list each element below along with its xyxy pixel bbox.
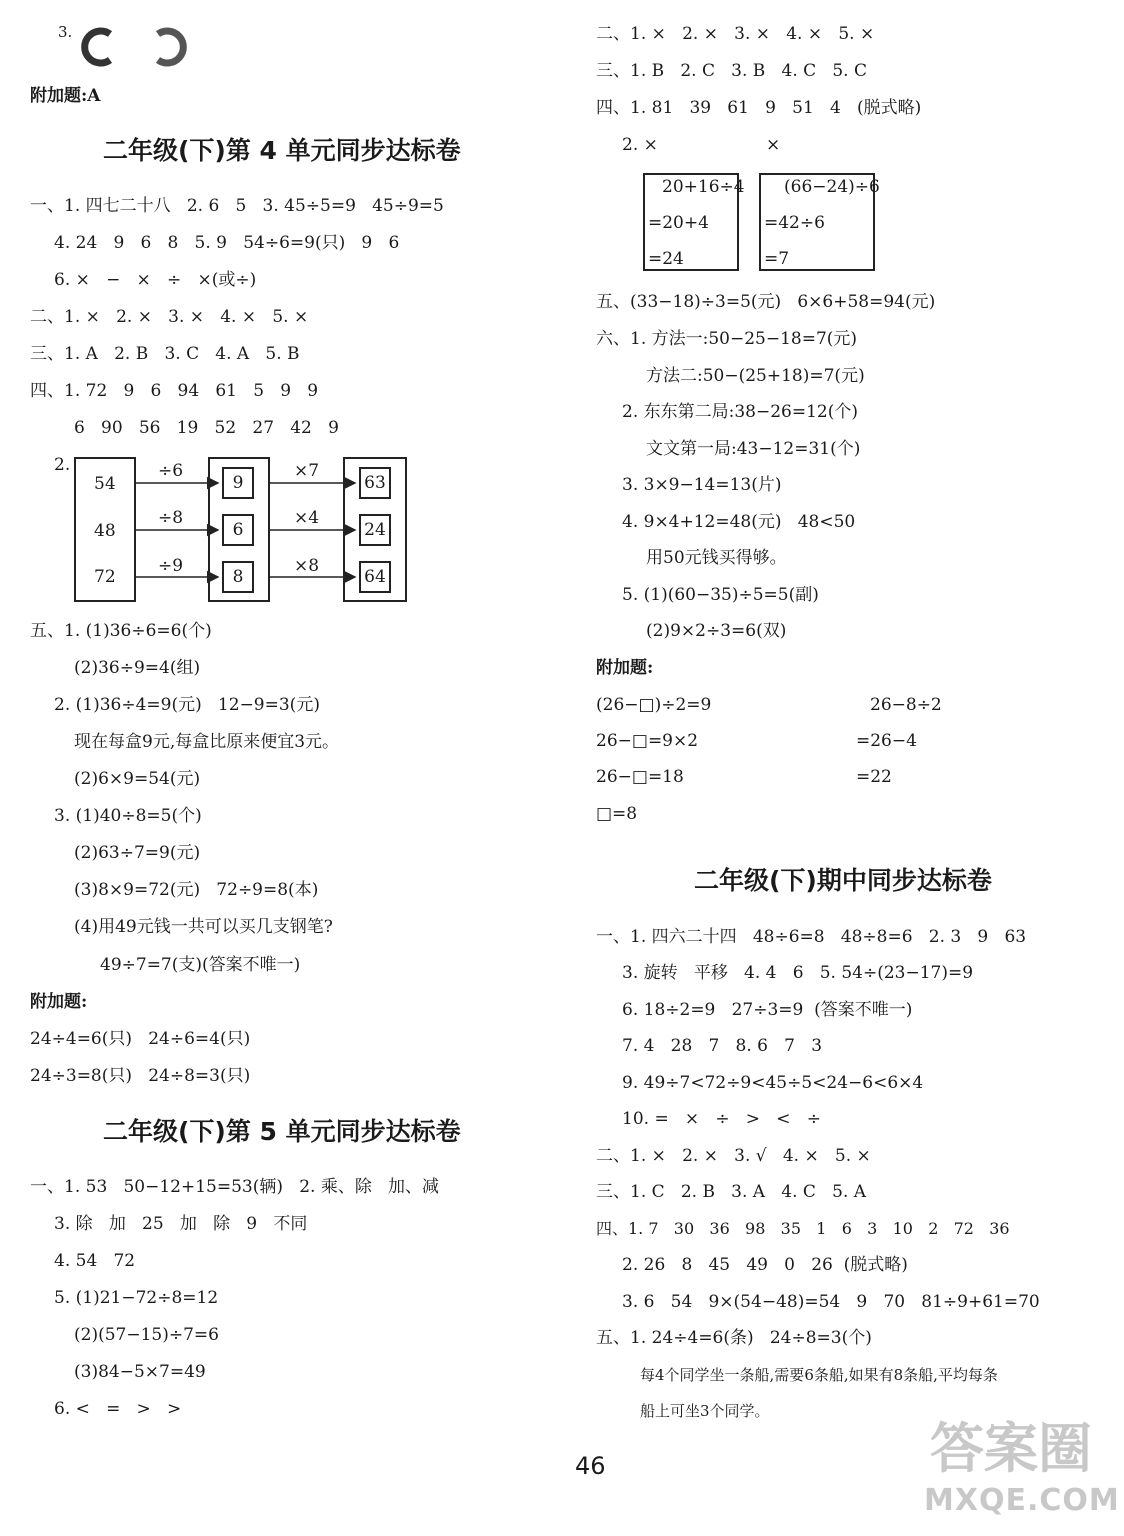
u5-line: (2)(57−15)÷7=6 [74,1325,219,1345]
u4-line: (2)6×9=54(元) [74,769,201,789]
output-value-box: 64 [359,561,391,593]
output-value-box: 63 [359,467,391,499]
u4-line: (2)36÷9=4(组) [74,658,201,678]
u4-line: 49÷7=7(支)(答案不唯一) [100,955,301,975]
multiply-operator: ×7 [294,461,320,481]
u4-line: 一、1. 四七二十八 2. 6 5 3. 45÷5=9 45÷9=5 [30,196,444,216]
mid-line: 6. 18÷2=9 27÷3=9 (答案不唯一) [622,1000,913,1020]
u4-line: (3)8×9=72(元) 72÷9=8(本) [74,880,319,900]
mid-line: 每4个同学坐一条船,需要6条船,如果有8条船,平均每条 [640,1366,998,1384]
r-line: 3. 3×9−14=13(片) [622,475,782,495]
u4-line: 二、1. × 2. × 3. × 4. × 5. × [30,307,309,327]
divide-operator: ÷8 [158,508,184,528]
midterm-title: 二年级(下)期中同步达标卷 [694,866,992,895]
mid-line: 五、1. 24÷4=6(条) 24÷8=3(个) [596,1328,872,1348]
u4-line: 4. 24 9 6 8 5. 9 54÷6=9(只) 9 6 [54,233,400,253]
u4-line: (4)用49元钱一共可以买几支钢笔? [74,917,333,937]
r-line: 二、1. × 2. × 3. × 4. × 5. × [596,24,875,44]
diagram-arrows [0,0,420,610]
extra-right-line: 26−8÷2 [870,695,942,715]
calc-box-2-line: =7 [764,249,790,269]
middle-value-box: 9 [222,467,254,499]
extra-heading: 附加题: [596,658,654,678]
multiply-operator: ×4 [294,508,320,528]
extra-answer: 附加题:A [30,86,101,106]
watermark-url: MXQE.COM [924,1483,1120,1518]
u4-line: 现在每盒9元,每盒比原来便宜3元。 [74,732,340,752]
input-value: 72 [94,567,116,587]
unit5-title: 二年级(下)第 5 单元同步达标卷 [103,1117,461,1146]
calc-box-2-line: (66−24)÷6 [784,177,880,197]
extra-heading: 附加题: [30,992,88,1012]
divide-operator: ÷6 [158,461,184,481]
mid-line: 四、1. 7 30 36 98 35 1 6 3 10 2 72 36 [596,1219,1010,1238]
mid-line: 2. 26 8 45 49 0 26 (脱式略) [622,1255,908,1275]
r-line: 五、(33−18)÷3=5(元) 6×6+58=94(元) [596,292,936,312]
mid-line: 三、1. C 2. B 3. A 4. C 5. A [596,1182,867,1202]
r-line: 用50元钱买得够。 [646,548,787,568]
page-number: 46 [575,1452,606,1480]
extra-right-line: =22 [856,767,892,787]
u5-line: 4. 54 72 [54,1251,136,1271]
watermark-logo: 答案圈 [930,1417,1092,1480]
calc-box-1-line: =24 [648,249,684,269]
calc-box-1-line: 20+16÷4 [662,177,745,197]
extra-left-line: □=8 [596,804,638,824]
extra-left-line: 26−□=18 [596,767,684,787]
u4-line: 6. × − × ÷ ×(或÷) [54,270,257,290]
u4-line: 24÷4=6(只) 24÷6=4(只) [30,1029,251,1049]
u5-line: 一、1. 53 50−12+15=53(辆) 2. 乘、除 加、减 [30,1177,440,1197]
extra-left-line: (26−□)÷2=9 [596,695,712,715]
extra-right-line: =26−4 [856,731,917,751]
input-value: 54 [94,474,116,494]
r-line: 三、1. B 2. C 3. B 4. C 5. C [596,61,867,81]
diagram-label: 2. [54,455,71,475]
u5-line: 6. < = > > [54,1399,182,1419]
extra-left-line: 26−□=9×2 [596,731,699,751]
mid-line: 船上可坐3个同学。 [640,1402,770,1420]
question-3-label: 3. [58,23,73,41]
r-line: 六、1. 方法一:50−25−18=7(元) [596,329,858,349]
unit4-title: 二年级(下)第 4 单元同步达标卷 [103,136,461,165]
input-value: 48 [94,521,116,541]
r-line: 5. (1)(60−35)÷5=5(副) [622,585,819,605]
r-line: 文文第一局:43−12=31(个) [646,439,861,459]
r-line: (2)9×2÷3=6(双) [646,621,787,641]
mid-line: 7. 4 28 7 8. 6 7 3 [622,1036,823,1056]
calc-box-2-line: =42÷6 [764,213,825,233]
r-line: 2. 东东第二局:38−26=12(个) [622,402,858,422]
r-line: 2. × × [622,135,781,155]
divide-operator: ÷9 [158,556,184,576]
u4-line: 6 90 56 19 52 27 42 9 [74,418,339,438]
mid-line: 3. 6 54 9×(54−48)=54 9 70 81÷9+61=70 [622,1292,1040,1312]
u4-line: 三、1. A 2. B 3. C 4. A 5. B [30,344,300,364]
r-line: 4. 9×4+12=48(元) 48<50 [622,512,856,532]
u5-line: 5. (1)21−72÷8=12 [54,1288,219,1308]
u4-line: 四、1. 72 9 6 94 61 5 9 9 [30,381,319,401]
mid-line: 二、1. × 2. × 3. √ 4. × 5. × [596,1146,871,1166]
r-line: 四、1. 81 39 61 9 51 4 (脱式略) [596,98,922,118]
multiply-operator: ×8 [294,556,320,576]
u5-line: 3. 除 加 25 加 除 9 不同 [54,1214,308,1234]
u4-line: 24÷3=8(只) 24÷8=3(只) [30,1066,251,1086]
middle-value-box: 6 [222,514,254,546]
middle-value-box: 8 [222,561,254,593]
mid-line: 一、1. 四六二十四 48÷6=8 48÷8=6 2. 3 9 63 [596,927,1027,947]
calc-box-1-line: =20+4 [648,213,709,233]
u4-line: (2)63÷7=9(元) [74,843,201,863]
u5-line: (3)84−5×7=49 [74,1362,206,1382]
r-line: 方法二:50−(25+18)=7(元) [646,366,865,386]
u4-line: 3. (1)40÷8=5(个) [54,806,202,826]
u4-line: 五、1. (1)36÷6=6(个) [30,621,212,641]
mid-line: 3. 旋转 平移 4. 4 6 5. 54÷(23−17)=9 [622,963,974,983]
output-value-box: 24 [359,514,391,546]
mid-line: 10. = × ÷ > < ÷ [622,1109,821,1129]
mid-line: 9. 49÷7<72÷9<45÷5<24−6<6×4 [622,1073,924,1093]
u4-line: 2. (1)36÷4=9(元) 12−9=3(元) [54,695,320,715]
